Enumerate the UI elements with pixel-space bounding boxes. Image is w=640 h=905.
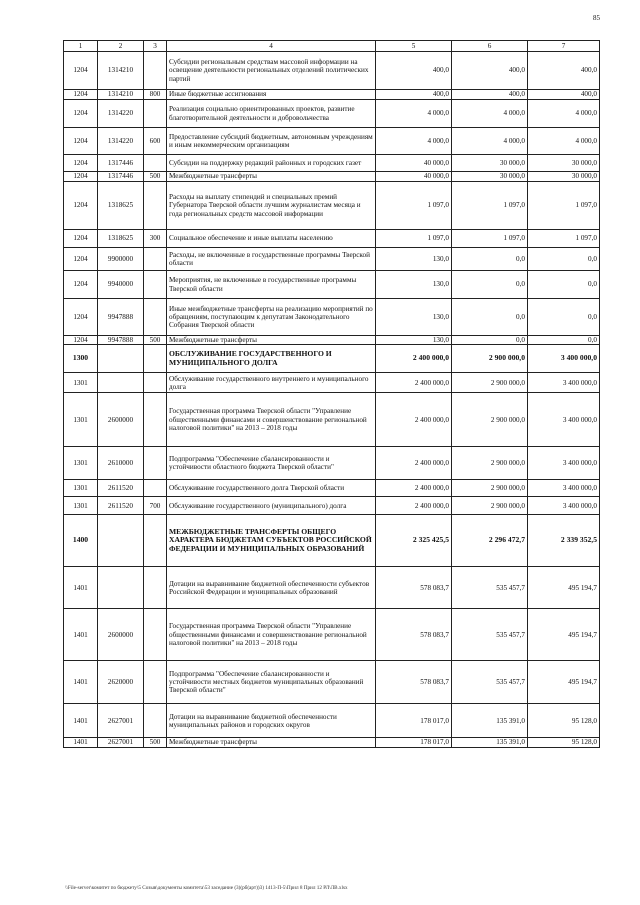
- table-row: [64, 128, 600, 155]
- section-code: 1401: [64, 567, 98, 609]
- amount-col7: 30 000,0: [528, 172, 600, 182]
- expense-type-code: 300: [144, 230, 167, 248]
- item-name: Подпрограмма "Обеспечение сбалансированности и устойчивости областного бюджета Тверской области": [167, 447, 376, 480]
- section-code: 1301: [64, 480, 98, 497]
- page-number: 85: [593, 14, 600, 22]
- expense-type-code: [144, 100, 167, 128]
- amount-col7: 3 400 000,0: [528, 393, 600, 447]
- section-code: 1204: [64, 182, 98, 230]
- article-code: 1314210: [98, 52, 144, 90]
- amount-col5: 400,0: [376, 52, 452, 90]
- column-number-header-row: [64, 41, 600, 52]
- expense-type-code: [144, 515, 167, 567]
- amount-col6: 2 900 000,0: [452, 480, 528, 497]
- item-name: Предоставление субсидий бюджетным, автономным учреждениям и иным некоммерческим организациям: [167, 128, 376, 155]
- section-code: 1401: [64, 661, 98, 704]
- table-row: [64, 567, 600, 609]
- table-row: [64, 155, 600, 172]
- section-code: 1401: [64, 609, 98, 661]
- amount-col7: 400,0: [528, 90, 600, 100]
- table-row: [64, 52, 600, 90]
- amount-col6: 0,0: [452, 271, 528, 299]
- amount-col7: 95 128,0: [528, 738, 600, 747]
- article-code: 1314210: [98, 90, 144, 100]
- amount-col6: 1 097,0: [452, 182, 528, 230]
- amount-col5: 178 017,0: [376, 704, 452, 738]
- item-name: Мероприятия, не включенные в государственные программы Тверской области: [167, 271, 376, 299]
- amount-col7: 0,0: [528, 299, 600, 336]
- column-number-7: 7: [528, 41, 600, 52]
- amount-col7: 3 400 000,0: [528, 447, 600, 480]
- section-code: 1204: [64, 172, 98, 182]
- expense-type-code: [144, 271, 167, 299]
- item-name: Государственная программа Тверской области "Управление общественными финансами и совершенствование региональной налоговой политики" на 2013 – 2018 годы: [167, 609, 376, 661]
- section-code: 1401: [64, 738, 98, 747]
- amount-col6: 2 296 472,7: [452, 515, 528, 567]
- amount-col6: 30 000,0: [452, 172, 528, 182]
- amount-col6: 535 457,7: [452, 661, 528, 704]
- section-code: 1204: [64, 336, 98, 345]
- item-name: Иные бюджетные ассигнования: [167, 90, 376, 100]
- table-row: [64, 90, 600, 100]
- amount-col5: 2 400 000,0: [376, 497, 452, 515]
- table-row: [64, 248, 600, 271]
- expense-type-code: 500: [144, 172, 167, 182]
- article-code: 2610000: [98, 447, 144, 480]
- amount-col6: 2 900 000,0: [452, 447, 528, 480]
- table-row: [64, 182, 600, 230]
- amount-col7: 3 400 000,0: [528, 373, 600, 393]
- expense-type-code: [144, 299, 167, 336]
- column-number-3: 3: [144, 41, 167, 52]
- item-name: МЕЖБЮДЖЕТНЫЕ ТРАНСФЕРТЫ ОБЩЕГО ХАРАКТЕРА БЮДЖЕТАМ СУБЪЕКТОВ РОССИЙСКОЙ ФЕДЕРАЦИИ И МУНИЦИПАЛЬНЫХ ОБРАЗОВАНИЙ: [167, 515, 376, 567]
- item-name: Субсидии на поддержку редакций районных и городских газет: [167, 155, 376, 172]
- section-code: 1204: [64, 90, 98, 100]
- amount-col5: 130,0: [376, 299, 452, 336]
- table-row: [64, 661, 600, 704]
- column-number-6: 6: [452, 41, 528, 52]
- item-name: Межбюджетные трансферты: [167, 336, 376, 345]
- footer-file-path: \\File-server\комитет по бюджету\5 Созыв\документы комитета\53 заседание (3)(рб(арт))3) 1413-П-5\Прил 8 Прил 12 РЛ\ЛВ.xlsx: [65, 885, 348, 891]
- amount-col7: 3 400 000,0: [528, 497, 600, 515]
- amount-col6: 2 900 000,0: [452, 373, 528, 393]
- column-number-1: 1: [64, 41, 98, 52]
- amount-col7: 495 194,7: [528, 661, 600, 704]
- expense-type-code: [144, 567, 167, 609]
- amount-col7: 495 194,7: [528, 567, 600, 609]
- amount-col6: 135 391,0: [452, 704, 528, 738]
- table-row: [64, 704, 600, 738]
- section-code: 1204: [64, 299, 98, 336]
- amount-col6: 30 000,0: [452, 155, 528, 172]
- table-row: [64, 497, 600, 515]
- article-code: 9947888: [98, 299, 144, 336]
- amount-col5: 130,0: [376, 336, 452, 345]
- expense-type-code: 500: [144, 738, 167, 747]
- expense-type-code: [144, 248, 167, 271]
- article-code: [98, 345, 144, 373]
- table-row: [64, 373, 600, 393]
- section-code: 1400: [64, 515, 98, 567]
- article-code: 1314220: [98, 100, 144, 128]
- table-body: [64, 52, 600, 748]
- article-code: 9940000: [98, 271, 144, 299]
- amount-col6: 0,0: [452, 299, 528, 336]
- amount-col5: 2 400 000,0: [376, 373, 452, 393]
- expense-type-code: [144, 155, 167, 172]
- amount-col5: 130,0: [376, 248, 452, 271]
- article-code: 1318625: [98, 230, 144, 248]
- item-name: Государственная программа Тверской области "Управление общественными финансами и совершенствование региональной налоговой политики" на 2013 – 2018 годы: [167, 393, 376, 447]
- article-code: 1317446: [98, 172, 144, 182]
- article-code: 9947888: [98, 336, 144, 345]
- amount-col7: 0,0: [528, 248, 600, 271]
- amount-col7: 0,0: [528, 271, 600, 299]
- article-code: [98, 515, 144, 567]
- amount-col5: 1 097,0: [376, 230, 452, 248]
- article-code: 1314220: [98, 128, 144, 155]
- expense-type-code: 700: [144, 497, 167, 515]
- section-code: 1204: [64, 271, 98, 299]
- table-row: [64, 447, 600, 480]
- amount-col7: 495 194,7: [528, 609, 600, 661]
- amount-col7: 95 128,0: [528, 704, 600, 738]
- item-name: Межбюджетные трансферты: [167, 738, 376, 747]
- expense-type-code: [144, 480, 167, 497]
- column-number-4: 4: [167, 41, 376, 52]
- article-code: 2627001: [98, 738, 144, 747]
- expense-type-code: [144, 704, 167, 738]
- amount-col7: 3 400 000,0: [528, 345, 600, 373]
- item-name: Дотации на выравнивание бюджетной обеспеченности субъектов Российской Федерации и муниципальных образований: [167, 567, 376, 609]
- item-name: Расходы, не включенные в государственные программы Тверской области: [167, 248, 376, 271]
- amount-col5: 4 000,0: [376, 100, 452, 128]
- amount-col6: 2 900 000,0: [452, 497, 528, 515]
- section-code: 1204: [64, 155, 98, 172]
- table-row: [64, 172, 600, 182]
- expense-type-code: [144, 447, 167, 480]
- amount-col5: 2 400 000,0: [376, 480, 452, 497]
- amount-col5: 2 400 000,0: [376, 393, 452, 447]
- expense-type-code: [144, 373, 167, 393]
- item-name: Социальное обеспечение и иные выплаты населению: [167, 230, 376, 248]
- expense-type-code: [144, 52, 167, 90]
- expense-type-code: [144, 182, 167, 230]
- amount-col6: 400,0: [452, 90, 528, 100]
- amount-col6: 2 900 000,0: [452, 345, 528, 373]
- amount-col6: 535 457,7: [452, 609, 528, 661]
- section-code: 1204: [64, 100, 98, 128]
- amount-col5: 4 000,0: [376, 128, 452, 155]
- expense-type-code: 800: [144, 90, 167, 100]
- amount-col5: 40 000,0: [376, 172, 452, 182]
- amount-col6: 0,0: [452, 336, 528, 345]
- amount-col7: 3 400 000,0: [528, 480, 600, 497]
- table-row: [64, 515, 600, 567]
- article-code: 1318625: [98, 182, 144, 230]
- section-code: 1204: [64, 248, 98, 271]
- column-number-5: 5: [376, 41, 452, 52]
- amount-col5: 578 083,7: [376, 567, 452, 609]
- amount-col5: 178 017,0: [376, 738, 452, 747]
- item-name: Обслуживание государственного внутреннего и муниципального долга: [167, 373, 376, 393]
- article-code: 2600000: [98, 393, 144, 447]
- section-code: 1204: [64, 128, 98, 155]
- amount-col5: 2 400 000,0: [376, 345, 452, 373]
- section-code: 1301: [64, 447, 98, 480]
- expense-type-code: [144, 661, 167, 704]
- amount-col7: 4 000,0: [528, 128, 600, 155]
- expense-type-code: 500: [144, 336, 167, 345]
- item-name: Субсидии региональным средствам массовой информации на освещение деятельности региональных отделений политических партий: [167, 52, 376, 90]
- article-code: 2620000: [98, 661, 144, 704]
- amount-col6: 135 391,0: [452, 738, 528, 747]
- item-name: Иные межбюджетные трансферты на реализацию мероприятий по обращениям, поступающим к депутатам Законодательного Собрания Тверской области: [167, 299, 376, 336]
- amount-col7: 30 000,0: [528, 155, 600, 172]
- table-row: [64, 480, 600, 497]
- section-code: 1301: [64, 373, 98, 393]
- table-row: [64, 609, 600, 661]
- amount-col5: 2 400 000,0: [376, 447, 452, 480]
- amount-col5: 578 083,7: [376, 661, 452, 704]
- amount-col5: 40 000,0: [376, 155, 452, 172]
- section-code: 1204: [64, 230, 98, 248]
- amount-col5: 400,0: [376, 90, 452, 100]
- amount-col6: 4 000,0: [452, 100, 528, 128]
- table-row: [64, 100, 600, 128]
- section-code: 1301: [64, 393, 98, 447]
- item-name: Подпрограмма "Обеспечение сбалансированности и устойчивости местных бюджетов муниципальных образований Тверской области": [167, 661, 376, 704]
- article-code: 2611520: [98, 497, 144, 515]
- expense-type-code: [144, 609, 167, 661]
- section-code: 1204: [64, 52, 98, 90]
- expense-type-code: [144, 345, 167, 373]
- expense-type-code: 600: [144, 128, 167, 155]
- expense-type-code: [144, 393, 167, 447]
- section-code: 1401: [64, 704, 98, 738]
- budget-table: [63, 40, 600, 748]
- item-name: Обслуживание государственного (муниципального) долга: [167, 497, 376, 515]
- amount-col5: 1 097,0: [376, 182, 452, 230]
- section-code: 1301: [64, 497, 98, 515]
- table-row: [64, 299, 600, 336]
- amount-col7: 0,0: [528, 336, 600, 345]
- amount-col7: 400,0: [528, 52, 600, 90]
- article-code: 2627001: [98, 704, 144, 738]
- amount-col7: 1 097,0: [528, 230, 600, 248]
- amount-col6: 535 457,7: [452, 567, 528, 609]
- table-row: [64, 738, 600, 747]
- item-name: Обслуживание государственного долга Тверской области: [167, 480, 376, 497]
- item-name: Межбюджетные трансферты: [167, 172, 376, 182]
- amount-col6: 1 097,0: [452, 230, 528, 248]
- item-name: ОБСЛУЖИВАНИЕ ГОСУДАРСТВЕННОГО И МУНИЦИПАЛЬНОГО ДОЛГА: [167, 345, 376, 373]
- amount-col7: 4 000,0: [528, 100, 600, 128]
- amount-col6: 2 900 000,0: [452, 393, 528, 447]
- item-name: Реализация социально ориентированных проектов, развитие благотворительной деятельности и добровольчества: [167, 100, 376, 128]
- article-code: 2611520: [98, 480, 144, 497]
- article-code: 1317446: [98, 155, 144, 172]
- table-row: [64, 230, 600, 248]
- article-code: 2600000: [98, 609, 144, 661]
- amount-col5: 2 325 425,5: [376, 515, 452, 567]
- article-code: [98, 373, 144, 393]
- amount-col5: 578 083,7: [376, 609, 452, 661]
- amount-col6: 4 000,0: [452, 128, 528, 155]
- amount-col6: 0,0: [452, 248, 528, 271]
- table-row: [64, 393, 600, 447]
- amount-col7: 2 339 352,5: [528, 515, 600, 567]
- amount-col5: 130,0: [376, 271, 452, 299]
- table-row: [64, 336, 600, 345]
- column-number-2: 2: [98, 41, 144, 52]
- article-code: [98, 567, 144, 609]
- item-name: Расходы на выплату стипендий и специальных премий Губернатора Тверской области лучшим журналистам месяца и года региональных средств массовой информации: [167, 182, 376, 230]
- item-name: Дотации на выравнивание бюджетной обеспеченности муниципальных районов и городских округов: [167, 704, 376, 738]
- amount-col7: 1 097,0: [528, 182, 600, 230]
- article-code: 9900000: [98, 248, 144, 271]
- table-row: [64, 345, 600, 373]
- amount-col6: 400,0: [452, 52, 528, 90]
- table-row: [64, 271, 600, 299]
- section-code: 1300: [64, 345, 98, 373]
